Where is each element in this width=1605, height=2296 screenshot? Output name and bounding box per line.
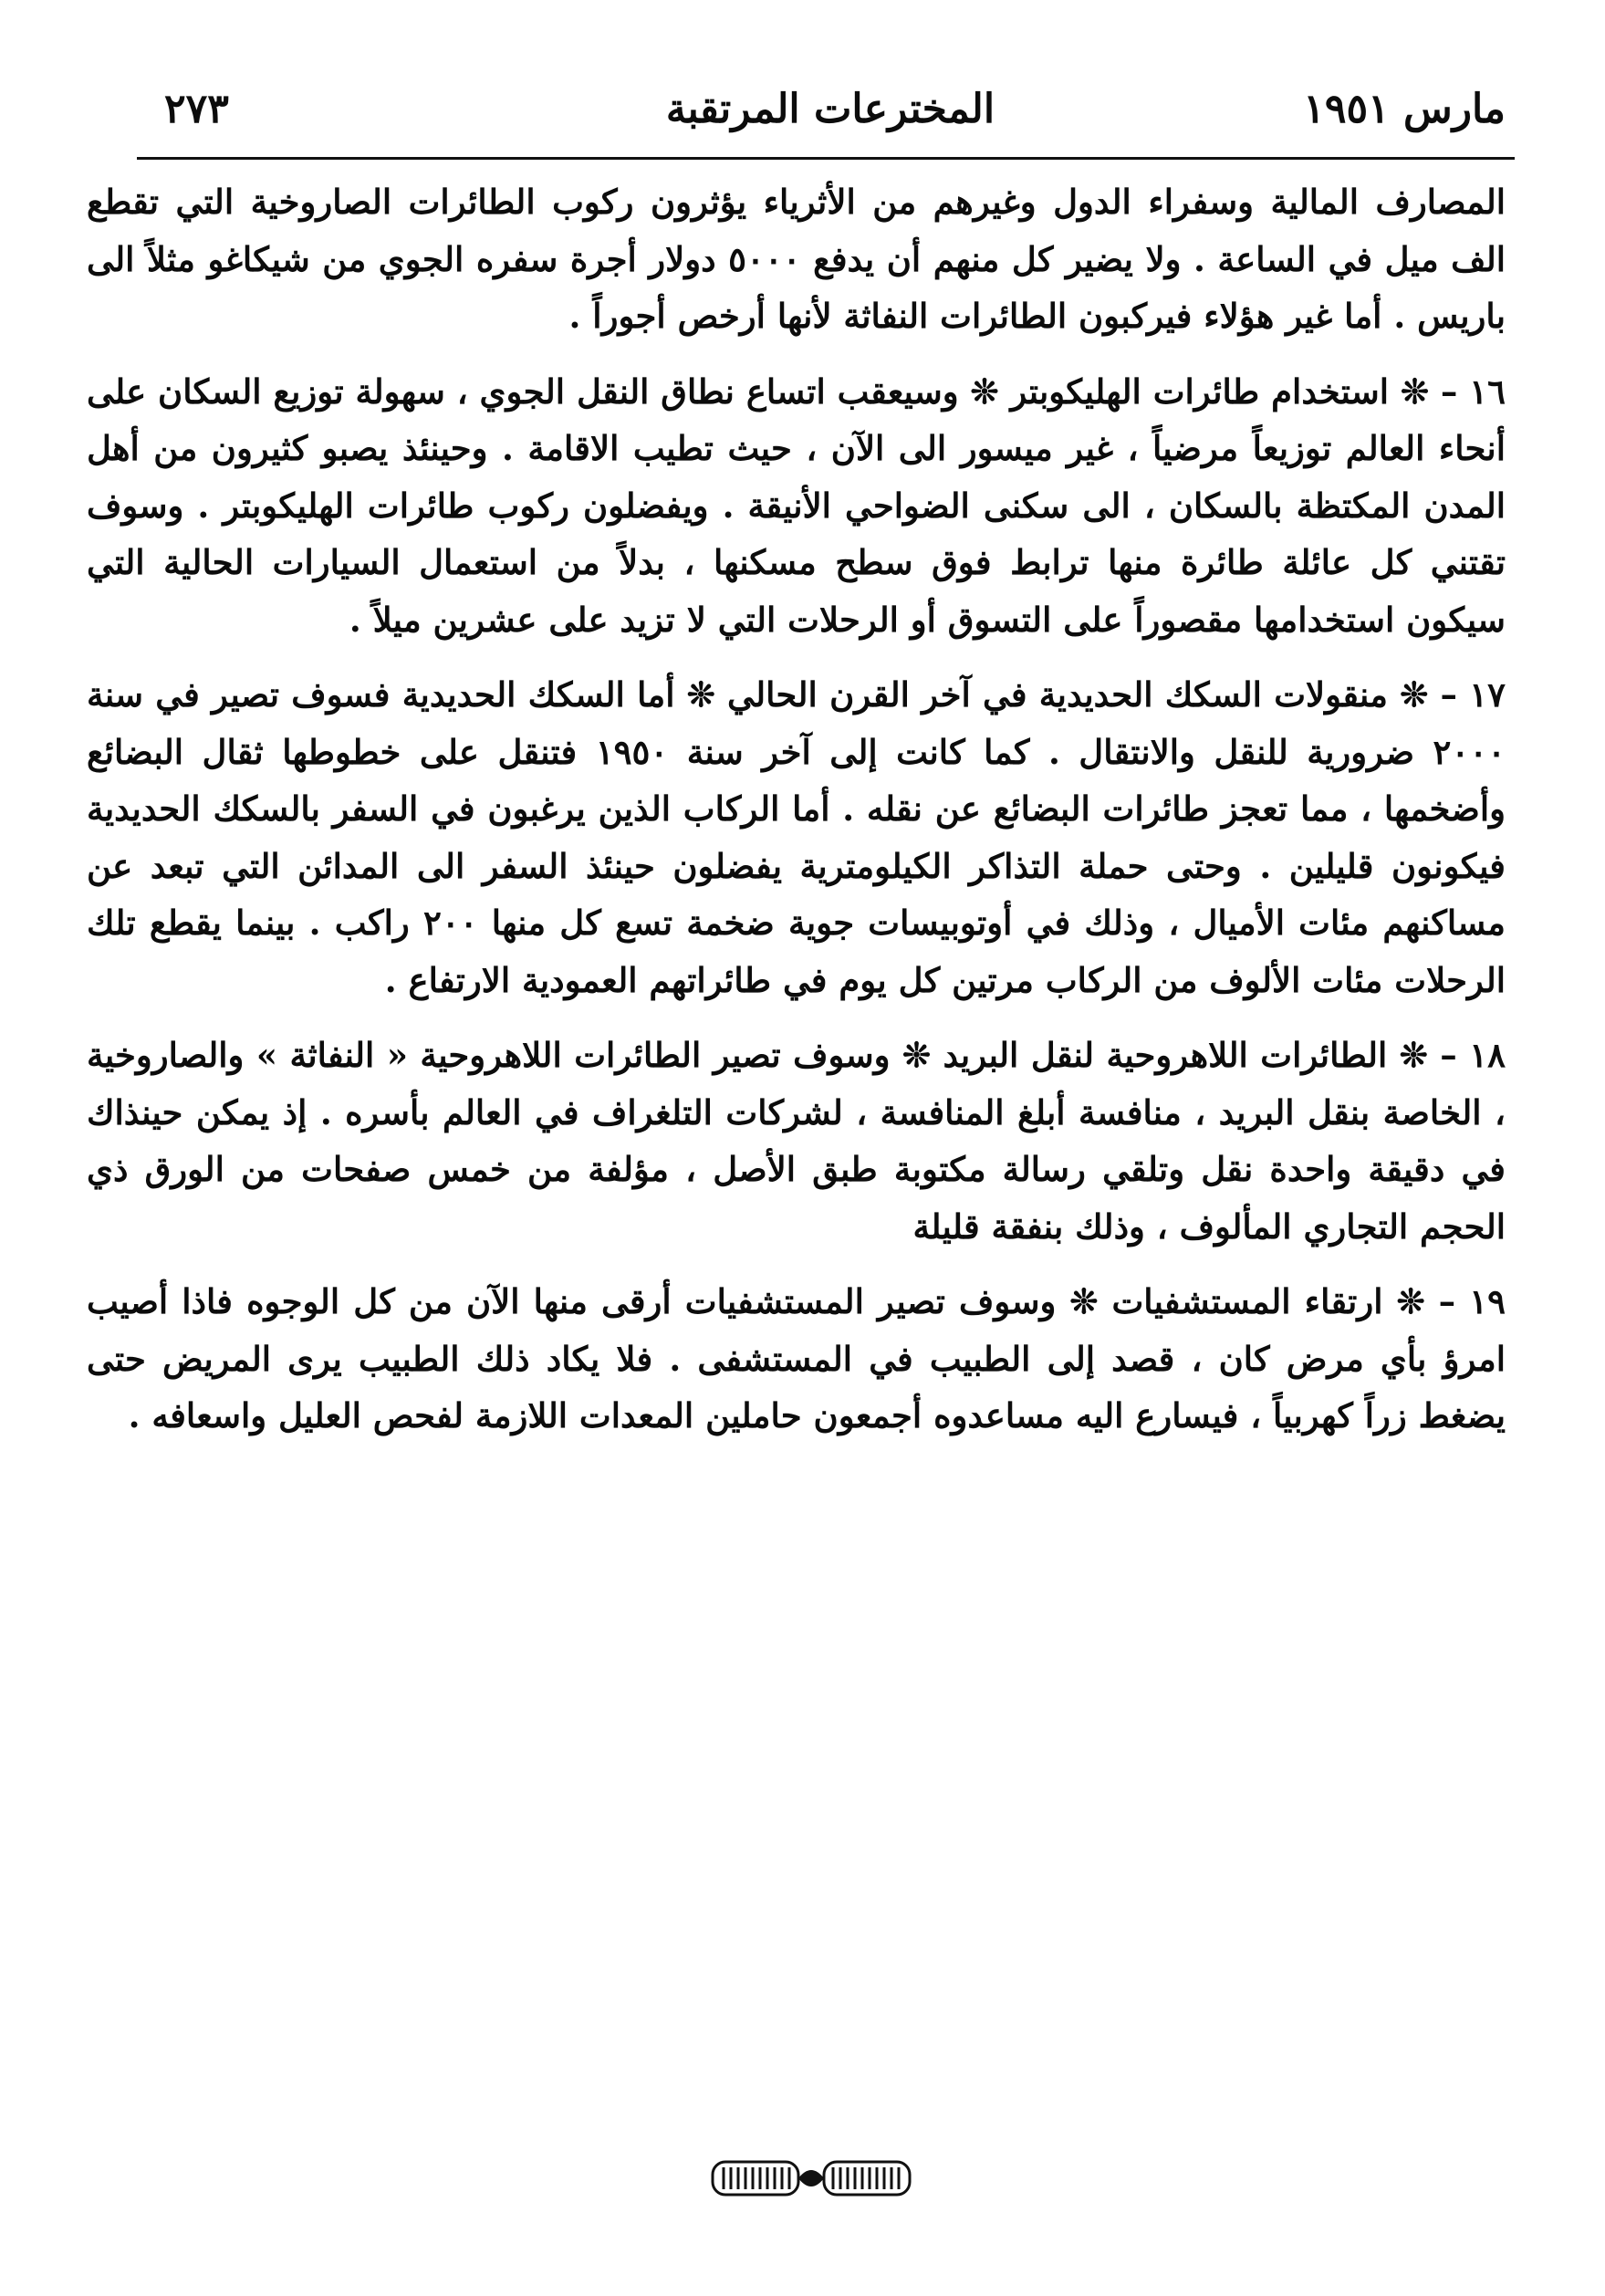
paragraph-16: ١٦ – ❊ استخدام طائرات الهليكوبتر ❊ وسيعقب اتساع نطاق النقل الجوي ، سهولة توزيع السكان على أنحاء العالم توزيعاً مرضياً ، غير ميسور الى الآن ، حيث تطيب الاقامة . وحينئذ يصبو كثيرون من أهل المدن المكتظة بالسكان ، الى سكنى الضواحي الأنيقة . ويفضلون ركوب طائرات الهليكوبتر . وسوف تقتني كل عائلة طائرة منها ترابط فوق سطح مسكنها ، بدلاً من استعمال السيارات الحالية التي سيكون استخدامها مقصوراً على التسوق أو الرحلات التي لا تزيد على عشرين ميلاً . [87,370,1506,640]
end-ornament-icon [711,2158,912,2198]
paragraph-19: ١٩ – ❊ ارتقاء المستشفيات ❊ وسوف تصير المستشفيات أرقى منها الآن من كل الوجوه فاذا أصيب امرؤ بأي مرض كان ، قصد إلى الطبيب في المستشفى . فلا يكاد ذلك الطبيب يرى المريض حتى يضغط زراً كهربياً ، فيسارع اليه مساعدوه أجمعون حاملين المعدات اللازمة لفحص العليل واسعافه . [87,1281,1506,1435]
running-header [155,73,1506,146]
running-title: المخترعات المرتقبة [665,86,995,132]
paragraph-17: ١٧ – ❊ منقولات السكك الحديدية في آخر القرن الحالي ❊ أما السكك الحديدية فسوف تصير في سنة ٢٠٠٠ ضرورية للنقل والانتقال . كما كانت إلى آخر سنة ١٩٥٠ فتنقل على خطوطها ثقال البضائع وأضخمها ، مما تعجز طائرات البضائع عن نقله . أما الركاب الذين يرغبون في السفر بالسكك الحديدية فيكونون قليلين . وحتى حملة التذاكر الكيلومترية يفضلون حينئذ السفر الى المدائن التي تبعد عن مساكنهم مئات الأميال ، وذلك في أوتوبيسات جوية ضخمة تسع كل منها ٢٠٠ راكب . بينما يقطع تلك الرحلات مئات الألوف من الركاب مرتين كل يوم في طائراتهم العمودية الارتفاع . [87,674,1506,1000]
page-number: ٢٧٣ [164,86,229,132]
article-body [87,173,1506,1445]
paragraph-18: ١٨ – ❊ الطائرات اللاهروحية لنقل البريد ❊ وسوف تصير الطائرات اللاهروحية « النفاثة » والصاروخية ، الخاصة بنقل البريد ، منافسة أبلغ المنافسة ، لشركات التلغراف في العالم بأسره . إذ يمكن حينذاك في دقيقة واحدة نقل وتلقي رسالة مكتوبة طبق الأصل ، مؤلفة من خمس صفحات من الورق ذي الحجم التجاري المألوف ، وذلك بنفقة قليلة [87,1035,1506,1247]
issue-date: مارس ١٩٥١ [1303,86,1506,132]
paragraph-continuation: المصارف المالية وسفراء الدول وغيرهم من الأثرياء يؤثرون ركوب الطائرات الصاروخية التي تقطع الف ميل في الساعة . ولا يضير كل منهم أن يدفع ٥٠٠٠ دولار أجرة سفره الجوي من شيكاغو مثلاً الى باريس . أما غير هؤلاء فيركبون الطائرات النفاثة لأنها أرخص أجوراً . [87,182,1506,336]
header-rule [137,157,1515,160]
